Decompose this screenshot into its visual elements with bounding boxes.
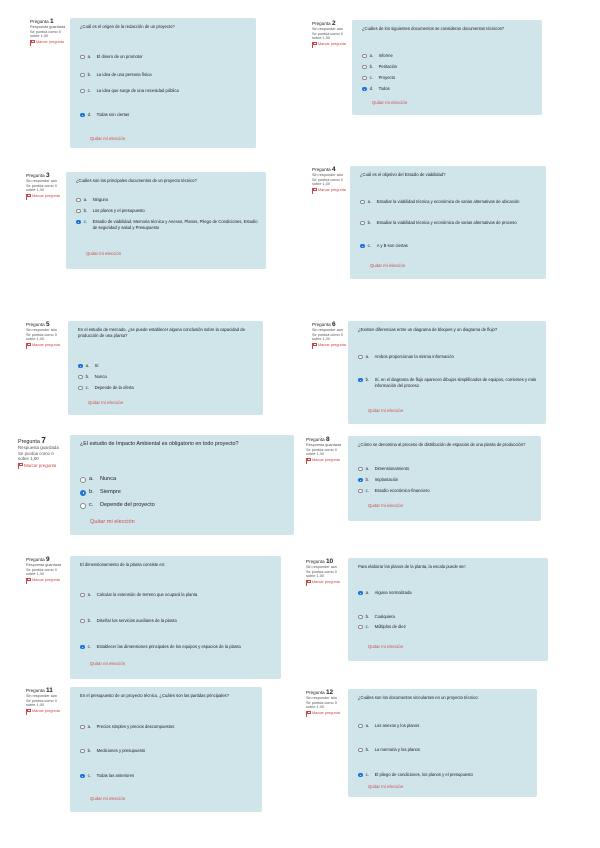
question-6 [300,305,600,430]
flag-icon [312,343,317,348]
flag-question-link[interactable]: Marcar pregunta [26,343,66,348]
answer-option[interactable]: b. Diseñar los servicios auxiliares de la planta [80,618,273,624]
question-number: 12 [325,689,334,696]
flag-icon [26,194,31,199]
question-points: Se puntúa como 0 sobre 1,00 [306,447,337,457]
radio-button-selected[interactable] [78,364,83,369]
answer-option[interactable]: c. Establecer las dimensiones principales de los equipos y espacios de la planta [80,644,273,650]
question-card [348,558,548,661]
clear-choice-link[interactable]: Quitar mi elección [90,136,126,141]
flag-question-link[interactable]: Marcar pregunta [306,580,346,585]
question-label: Pregunta [26,173,45,178]
question-9 [0,550,300,685]
question-label: Pregunta [312,21,331,26]
flag-question-link[interactable]: Marcar pregunta [26,709,66,714]
question-points: Se puntúa como 0 sobre 1,00 [312,177,343,187]
clear-choice-link[interactable]: Quitar mi elección [86,251,122,256]
flag-question-link[interactable]: Marcar pregunta [26,578,66,583]
question-status: Sin responder aún [312,172,344,177]
flag-question-link[interactable]: Marcar pregunta [312,343,352,348]
answer-option[interactable]: b. La idea de una persona física [80,72,248,78]
answer-option[interactable]: b. Los planos y el presupuesto [76,208,258,214]
question-card [68,321,263,415]
answer-option[interactable]: a. Ambos proporcionan la misma información [358,354,538,360]
question-card [348,689,537,797]
answer-option[interactable]: d. Todos [362,86,534,92]
radio-button[interactable] [80,725,85,730]
radio-button-selected[interactable] [76,220,81,225]
question-label: Pregunta [306,559,325,564]
answer-option[interactable]: c. El pliego de condiciones, los planos y el presupuesto [358,772,529,778]
answer-option[interactable]: a. Calcular la extensión de terreno que ocupará la planta [80,592,273,598]
answer-option[interactable]: a. Los anexos y los planos [358,723,529,729]
answer-option[interactable]: b. Nunca [78,374,255,380]
answer-option[interactable]: d. Todas son ciertas [80,112,248,118]
flag-icon [26,578,31,583]
question-status: Sin responder aún [26,693,58,698]
radio-button[interactable] [358,467,363,472]
question-status: Sin responder aún [26,178,58,183]
answer-option[interactable]: c. Depende del proyecto [80,502,286,509]
question-label: Pregunta [26,322,45,327]
question-4 [300,160,600,305]
answer-option[interactable]: c. Depende de la oferta [78,385,255,391]
flag-question-link[interactable]: Marcar pregunta [30,40,70,45]
question-status: Sin responder aún [312,26,344,31]
flag-question-link[interactable]: Marcar pregunta [312,42,352,47]
radio-button[interactable] [362,76,367,81]
answer-option[interactable]: c. Proyecto [362,75,534,81]
question-points: Se puntúa como 0 sobre 1,00 [18,450,54,462]
radio-button-selected[interactable] [80,490,86,496]
question-info [312,323,352,348]
question-5 [0,305,300,430]
question-card [348,436,541,521]
question-points: Se puntúa como 0 sobre 1,00 [312,332,343,342]
answer-option[interactable]: b. Peritación [362,64,534,70]
question-card [350,166,546,279]
radio-button[interactable] [358,489,363,494]
question-info [26,323,66,348]
flag-question-link[interactable]: Marcar pregunta [26,194,66,199]
clear-choice-link[interactable]: Quitar mi elección [368,408,404,413]
question-info [306,691,346,716]
question-text: ¿El estudio de Impacto Ambiental es obligatorio en todo proyecto? [80,441,239,447]
flag-icon [306,580,311,585]
radio-button[interactable] [80,55,85,60]
flag-icon [30,40,35,45]
flag-icon [306,711,311,716]
question-card [348,321,546,424]
radio-button[interactable] [80,477,86,483]
answer-option[interactable]: a. Sí [78,363,255,369]
radio-button[interactable] [78,375,83,380]
flag-question-link[interactable]: Marcar pregunta [306,711,346,716]
radio-button-selected[interactable] [360,244,365,249]
question-status: Respuesta guardada [30,24,66,29]
question-label: Pregunta [312,322,331,327]
question-card [70,18,256,148]
question-number: 3 [45,172,50,179]
question-text: ¿Cuál es el origen de la redacción de un proyecto? [80,24,175,29]
flag-question-link[interactable]: Marcar pregunta [306,458,346,463]
radio-button[interactable] [360,200,365,205]
radio-button[interactable] [80,503,86,509]
radio-button[interactable] [80,619,85,624]
question-text: ¿Cuál es el objetivo del Estudio de viabilidad? [360,172,446,177]
radio-button-selected[interactable] [358,478,363,483]
answer-option[interactable]: c. La idea que surge de una necesidad pública [80,88,248,94]
question-number: 1 [49,18,54,25]
answer-option[interactable]: a. Estudiar la viabilidad técnica y económica de varias alternativas de ubicación [360,199,538,205]
clear-choice-link[interactable]: Quitar mi elección [370,263,406,268]
radio-button[interactable] [362,54,367,59]
question-text: ¿Cuáles son los principales documentos de un proyecto técnico? [76,178,197,183]
radio-button[interactable] [358,615,363,620]
question-points: Se puntúa como 0 sobre 1,00 [26,183,57,193]
answer-option[interactable]: a. Alguna normalizada [358,590,540,596]
flag-icon [306,458,311,463]
radio-button[interactable] [80,73,85,78]
clear-choice-link[interactable]: Quitar mi elección [372,100,408,105]
question-text: ¿Cuáles son los documentos vinculantes en un proyecto técnico: [358,695,479,700]
radio-button-selected[interactable] [358,591,363,596]
question-number: 2 [331,20,336,27]
question-3 [0,160,300,305]
question-card [70,435,294,535]
question-status: Sin responder aún [312,327,344,332]
question-label: Pregunta [306,690,325,695]
answer-option[interactable]: a. Informe [362,53,534,59]
question-label: Pregunta [26,688,45,693]
clear-choice-link[interactable]: Quitar mi elección [90,661,126,666]
question-1 [0,0,300,160]
answer-option[interactable]: a. Ninguno [76,197,258,203]
question-points: Se puntúa como 0 sobre 1,00 [26,567,57,577]
radio-button[interactable] [358,748,363,753]
question-info [312,22,352,47]
answer-option[interactable]: b. Siempre [80,489,286,496]
radio-button[interactable] [80,593,85,598]
radio-button[interactable] [76,198,81,203]
answer-option[interactable]: b. Cualquiera [358,614,540,620]
question-status: Sin responder aún [26,327,58,332]
answer-option[interactable]: b. La memoria y los planos [358,747,529,753]
answer-option[interactable]: c. A y B son ciertas [360,243,538,249]
question-2 [300,0,600,160]
radio-button[interactable] [358,355,363,360]
question-label: Pregunta [306,437,325,442]
clear-choice-link[interactable]: Quitar mi elección [90,796,126,801]
question-card [352,20,542,115]
flag-icon [26,709,31,714]
radio-button[interactable] [80,749,85,754]
question-text: ¿Existen diferencias entre un diagrama de bloques y un diagrama de flujo? [358,327,498,332]
answer-option[interactable]: a. Nunca [80,476,286,483]
question-card [70,687,262,812]
question-info [312,168,352,193]
question-points: Se puntúa como 0 sobre 1,00 [30,29,61,39]
question-info [306,560,346,585]
question-label: Pregunta [30,19,49,24]
question-status: Sin responder aún [306,564,338,569]
clear-choice-link[interactable]: Quitar mi elección [88,400,124,405]
radio-button[interactable] [78,386,83,391]
flag-icon [26,343,31,348]
answer-option[interactable]: b. Estudiar la viabilidad técnica y económica de varias alternativas de proceso [360,220,538,226]
question-text: En el estudio de mercado, ¿se puede establecer alguna conclusión sobre la capacidad de producción de una planta? [78,327,245,338]
radio-button-selected[interactable] [362,87,367,92]
clear-choice-link[interactable]: Quitar mi elección [368,644,404,649]
question-info [26,689,66,714]
question-text: En el presupuesto de un proyecto técnico, ¿Cuáles son las partidas principales? [80,693,229,698]
radio-button[interactable] [362,65,367,70]
question-status: Respuesta guardada [26,562,62,567]
question-points: Se puntúa como 0 sobre 1,00 [312,31,343,41]
answer-option[interactable]: a. El dinero de un promotor [80,54,248,60]
radio-button[interactable] [80,89,85,94]
question-points: Se puntúa como 0 sobre 1,00 [26,698,57,708]
answer-option[interactable]: b. Sí, en el diagrama de flujo aparecen dibujos simplificados de equipos, corrientes y más información del proceso [358,377,538,388]
radio-button-selected[interactable] [358,773,363,778]
flag-icon [312,42,317,47]
question-number: 8 [325,436,330,443]
question-label: Pregunta [312,167,331,172]
question-status: Respuesta guardada [306,442,342,447]
question-text: Para elaborar los planos de la planta, la escala puede ser: [358,564,467,569]
radio-button[interactable] [360,221,365,226]
question-info [18,438,62,468]
question-status: Respuesta guardada [18,445,59,451]
question-status: Sin responder aún [306,695,338,700]
radio-button-selected[interactable] [80,645,85,650]
answer-option[interactable]: a. Precios simples y precios descompuestos [80,724,254,730]
flag-icon [312,188,317,193]
question-text: ¿Cuáles de los siguientes documentos se consideran documentos técnicos? [362,26,504,31]
question-number: 4 [331,166,336,173]
flag-icon [18,463,23,468]
question-points: Se puntúa como 0 sobre 1,00 [26,332,57,342]
clear-choice-link[interactable]: Quitar mi elección [368,503,404,508]
question-info [306,438,346,463]
answer-option[interactable]: c. Todas las anteriores [80,773,254,779]
answer-option[interactable]: b. Implantación [358,477,533,483]
question-number: 6 [331,321,336,328]
question-12 [300,685,600,848]
question-label: Pregunta [26,557,45,562]
question-text: ¿Cómo se denomina al proceso de distribución de espacios de una planta de producción? [358,442,526,447]
question-info [30,20,70,45]
question-8 [300,430,600,550]
answer-option[interactable]: c. Estudio de viabilidad, Memoria técnica y Anexos, Planos, Pliego de Condiciones, Estudio de seguridad y salud y Presupuesto [76,219,258,230]
question-number: 5 [45,321,50,328]
question-number: 11 [45,687,53,694]
clear-choice-link[interactable]: Quitar mi elección [90,519,135,525]
question-number: 7 [41,436,46,445]
flag-question-link[interactable]: Marcar pregunta [312,188,352,193]
answer-option[interactable]: c. Múltiplos de diez [358,624,540,630]
flag-question-link[interactable]: Marcar pregunta [18,463,62,468]
radio-button-selected[interactable] [80,113,85,118]
question-number: 9 [45,556,50,563]
radio-button-selected[interactable] [358,378,363,383]
radio-button[interactable] [358,724,363,729]
question-11 [0,685,300,848]
answer-option[interactable]: c. Estudio económico-financiero [358,488,533,494]
question-points: Se puntúa como 0 sobre 1,00 [306,700,337,710]
question-7 [0,430,300,550]
answer-option[interactable]: b. Mediciones y presupuesto [80,748,254,754]
question-info [26,558,66,583]
radio-button[interactable] [358,625,363,630]
radio-button[interactable] [76,209,81,214]
question-card [70,556,281,679]
question-points: Se puntúa como 0 sobre 1,00 [306,569,337,579]
question-label: Pregunta [18,439,40,445]
clear-choice-link[interactable]: Quitar mi elección [368,784,404,789]
question-card [66,172,266,269]
answer-option[interactable]: a. Dimensionamiento [358,466,533,472]
radio-button-selected[interactable] [80,774,85,779]
question-text: El dimensionamiento de la planta consiste en: [80,562,166,567]
question-info [26,174,66,199]
question-10 [300,550,600,685]
question-number: 10 [325,558,334,565]
